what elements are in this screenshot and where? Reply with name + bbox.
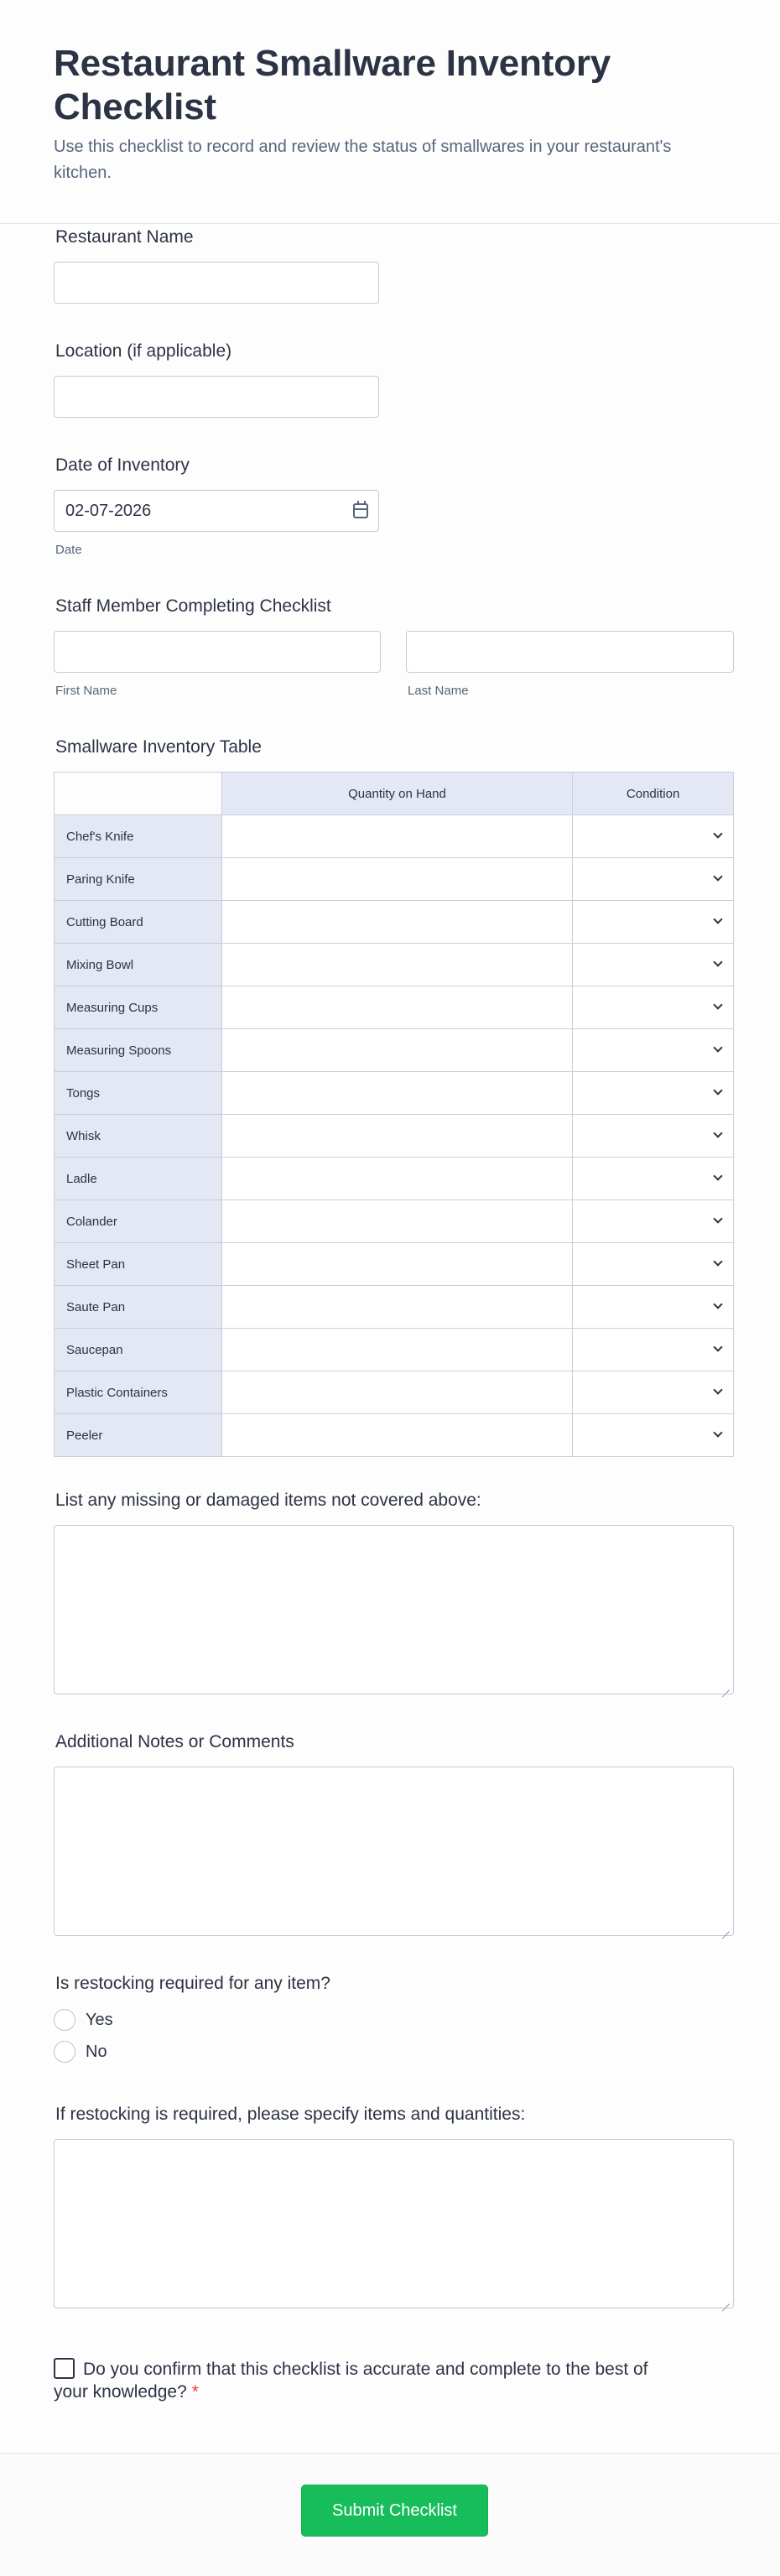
missing-items-label: List any missing or damaged items not covered above: [55, 1491, 481, 1510]
condition-select[interactable] [573, 1200, 734, 1243]
row-label: Measuring Spoons [55, 1029, 222, 1072]
radio-option-no[interactable] [54, 2036, 113, 2068]
inventory-table-label: Smallware Inventory Table [55, 737, 262, 757]
column-header-quantity: Quantity on Hand [221, 773, 572, 815]
chevron-down-icon [713, 1128, 722, 1137]
notes-textarea[interactable] [54, 1767, 734, 1936]
quantity-input[interactable] [221, 815, 572, 858]
restaurant-name-input[interactable] [54, 262, 379, 304]
restocking-label: Is restocking required for any item? [55, 1974, 330, 1993]
row-label: Sheet Pan [55, 1243, 222, 1286]
form-footer [0, 2453, 780, 2576]
page-title: Restaurant Smallware Inventory Checklist [54, 43, 611, 127]
quantity-input[interactable] [221, 901, 572, 944]
row-label: Mixing Bowl [55, 944, 222, 986]
condition-select[interactable] [573, 858, 734, 901]
quantity-input[interactable] [221, 1243, 572, 1286]
restock-details-label: If restocking is required, please specify items and quantities: [55, 2105, 526, 2124]
date-label: Date of Inventory [55, 455, 190, 475]
row-label: Ladle [55, 1158, 222, 1200]
row-label: Saute Pan [55, 1286, 222, 1329]
row-label: Chef's Knife [55, 815, 222, 858]
condition-select[interactable] [573, 815, 734, 858]
radio-label-yes: Yes [86, 2010, 113, 2029]
quantity-input[interactable] [221, 1200, 572, 1243]
chevron-down-icon [713, 1257, 722, 1266]
restaurant-name-label: Restaurant Name [55, 227, 194, 247]
required-mark: * [191, 2382, 199, 2402]
date-sublabel: Date [55, 543, 82, 557]
table-row [55, 1286, 734, 1329]
chevron-down-icon [713, 1171, 722, 1180]
restaurant-name-field [54, 226, 194, 248]
condition-select[interactable] [573, 1286, 734, 1329]
column-header-condition: Condition [573, 773, 734, 815]
chevron-down-icon [713, 914, 722, 924]
confirm-checkbox[interactable] [54, 2358, 75, 2379]
table-row [55, 1243, 734, 1286]
first-name-input[interactable] [54, 631, 381, 673]
table-row [55, 1329, 734, 1371]
table-corner [55, 773, 222, 815]
quantity-input[interactable] [221, 1414, 572, 1457]
restock-details-textarea[interactable] [54, 2139, 734, 2308]
confirm-field [54, 2358, 666, 2403]
date-input[interactable] [54, 490, 379, 532]
chevron-down-icon [713, 1214, 722, 1223]
table-row [55, 944, 734, 986]
last-name-input[interactable] [406, 631, 734, 673]
condition-select[interactable] [573, 1158, 734, 1200]
row-label: Colander [55, 1200, 222, 1243]
last-name-sublabel: Last Name [408, 684, 469, 698]
radio-option-yes[interactable] [54, 2004, 113, 2036]
radio-button-yes[interactable] [54, 2009, 75, 2031]
resize-grip-icon[interactable] [721, 2296, 730, 2304]
chevron-down-icon [713, 1043, 722, 1052]
condition-select[interactable] [573, 1371, 734, 1414]
table-row [55, 1371, 734, 1414]
table-row [55, 1158, 734, 1200]
quantity-input[interactable] [221, 858, 572, 901]
table-row [55, 901, 734, 944]
condition-select[interactable] [573, 1115, 734, 1158]
condition-select[interactable] [573, 1243, 734, 1286]
row-label: Peeler [55, 1414, 222, 1457]
confirm-label: Do you confirm that this checklist is accurate and complete to the best of your knowledge? [54, 2360, 648, 2402]
quantity-input[interactable] [221, 1329, 572, 1371]
quantity-input[interactable] [221, 1072, 572, 1115]
inventory-table [54, 772, 734, 1457]
quantity-input[interactable] [221, 986, 572, 1029]
chevron-down-icon [713, 957, 722, 966]
chevron-down-icon [713, 1428, 722, 1437]
row-label: Saucepan [55, 1329, 222, 1371]
resize-grip-icon[interactable] [721, 1682, 730, 1690]
condition-select[interactable] [573, 1329, 734, 1371]
date-value: 02-07-2026 [65, 501, 152, 520]
first-name-sublabel: First Name [55, 684, 117, 698]
quantity-input[interactable] [221, 1286, 572, 1329]
table-row [55, 1029, 734, 1072]
radio-button-no[interactable] [54, 2041, 75, 2063]
row-label: Whisk [55, 1115, 222, 1158]
chevron-down-icon [713, 1385, 722, 1394]
quantity-input[interactable] [221, 1115, 572, 1158]
calendar-icon[interactable] [353, 503, 368, 518]
row-label: Measuring Cups [55, 986, 222, 1029]
row-label: Tongs [55, 1072, 222, 1115]
chevron-down-icon [713, 1000, 722, 1009]
chevron-down-icon [713, 1342, 722, 1351]
restocking-options [54, 2004, 113, 2068]
chevron-down-icon [713, 1085, 722, 1095]
row-label: Plastic Containers [55, 1371, 222, 1414]
page-description: Use this checklist to record and review the status of smallwares in your restaurant's kitchen. [54, 138, 672, 182]
condition-select[interactable] [573, 1072, 734, 1115]
table-row [55, 815, 734, 858]
quantity-input[interactable] [221, 944, 572, 986]
chevron-down-icon [713, 829, 722, 838]
table-row [55, 858, 734, 901]
condition-select[interactable] [573, 1029, 734, 1072]
table-row [55, 1414, 734, 1457]
row-label: Paring Knife [55, 858, 222, 901]
table-row [55, 1200, 734, 1243]
chevron-down-icon [713, 872, 722, 881]
table-row [55, 1115, 734, 1158]
row-label: Cutting Board [55, 901, 222, 944]
submit-button[interactable]: Submit Checklist [301, 2485, 488, 2537]
quantity-input[interactable] [221, 1371, 572, 1414]
notes-label: Additional Notes or Comments [55, 1732, 294, 1751]
quantity-input[interactable] [221, 1029, 572, 1072]
condition-select[interactable] [573, 986, 734, 1029]
location-label: Location (if applicable) [55, 341, 232, 361]
table-row [55, 986, 734, 1029]
quantity-input[interactable] [221, 1158, 572, 1200]
form-header [0, 0, 780, 224]
resize-grip-icon[interactable] [721, 1923, 730, 1932]
condition-select[interactable] [573, 944, 734, 986]
radio-label-no: No [86, 2042, 107, 2061]
location-input[interactable] [54, 376, 379, 418]
condition-select[interactable] [573, 1414, 734, 1457]
staff-label: Staff Member Completing Checklist [55, 596, 331, 616]
missing-items-textarea[interactable] [54, 1525, 734, 1694]
table-row [55, 1072, 734, 1115]
chevron-down-icon [713, 1299, 722, 1309]
condition-select[interactable] [573, 901, 734, 944]
inventory-table-body [55, 815, 734, 1457]
